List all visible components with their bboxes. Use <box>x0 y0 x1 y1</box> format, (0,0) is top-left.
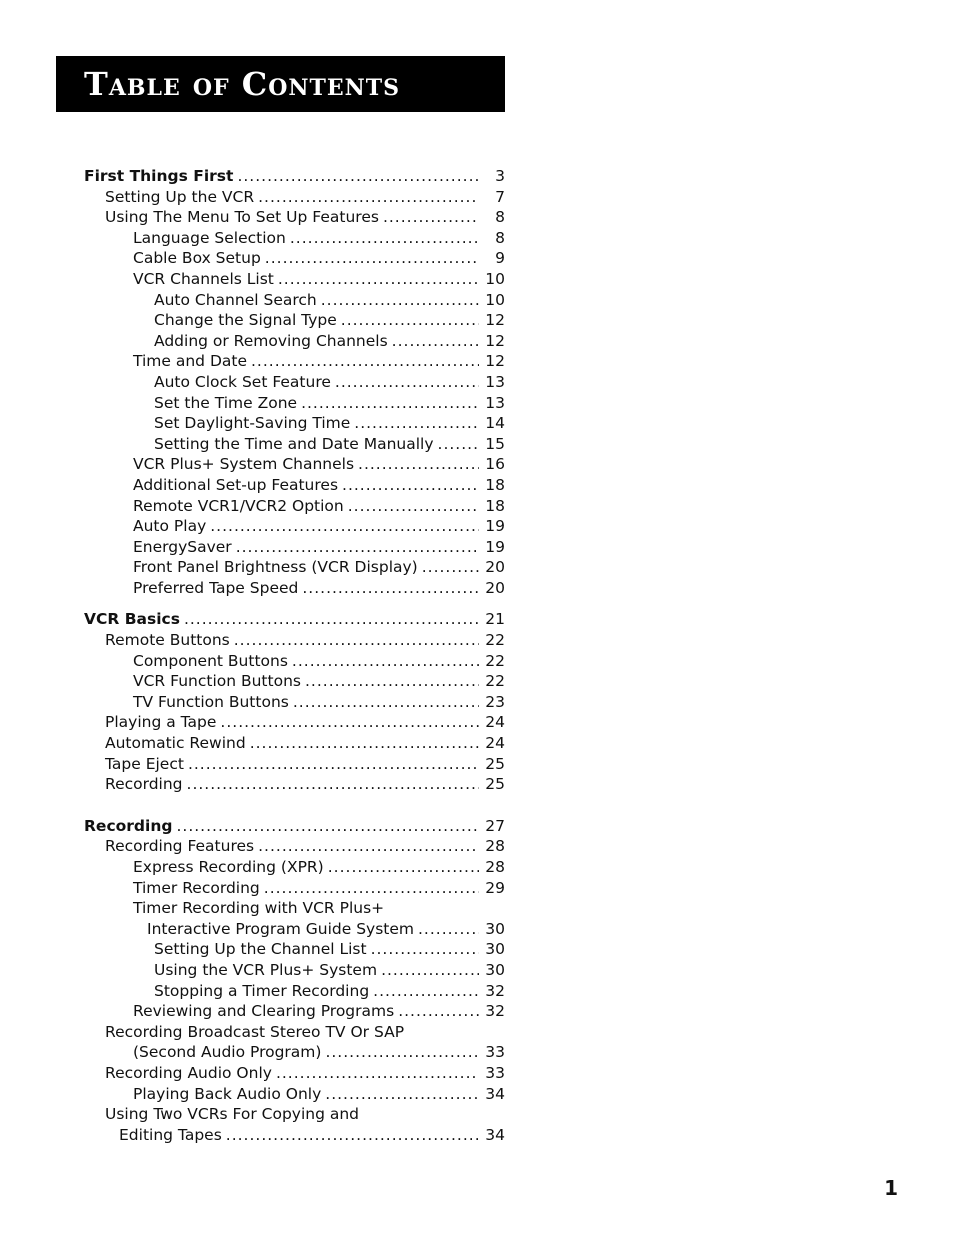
toc-dot-leader <box>328 857 479 878</box>
toc-entry[interactable] <box>84 836 505 857</box>
toc-dot-leader <box>348 496 479 517</box>
toc-entry-label: Playing a Tape <box>105 713 217 732</box>
toc-entry-page: 22 <box>485 672 505 691</box>
toc-entry-label: First Things First <box>84 167 234 185</box>
toc-dot-leader <box>188 754 479 775</box>
toc-entry-label: Timer Recording with VCR Plus+ <box>133 899 385 918</box>
toc-entry[interactable] <box>84 331 505 352</box>
toc-entry-label: Preferred Tape Speed <box>133 578 299 597</box>
toc-dot-leader <box>342 475 479 496</box>
toc-entry-page: 20 <box>485 578 505 597</box>
toc-dot-leader <box>293 692 479 713</box>
toc-entry-label: Recording Audio Only <box>105 1063 272 1082</box>
toc-dot-leader <box>176 816 479 837</box>
toc-entry-label: Using Two VCRs For Copying and <box>105 1105 360 1124</box>
toc-entry[interactable] <box>84 671 505 692</box>
toc-entry-page: 3 <box>495 167 505 185</box>
toc-entry-page: 10 <box>485 269 505 288</box>
toc-entry-label: EnergySaver <box>133 537 232 556</box>
toc-entry[interactable] <box>84 187 505 208</box>
toc-entry-page: 34 <box>485 1084 505 1103</box>
toc-entry-label: Reviewing and Clearing Programs <box>133 1002 395 1021</box>
toc-entry-label: Editing Tapes <box>119 1125 222 1144</box>
toc-dot-leader <box>373 981 479 1002</box>
toc-section-heading[interactable] <box>84 166 505 187</box>
toc-entry[interactable] <box>84 1125 505 1146</box>
toc-dot-leader <box>354 413 479 434</box>
toc-entry-label: Time and Date <box>133 352 247 371</box>
toc-entry-page: 20 <box>485 558 505 577</box>
toc-entry-page: 32 <box>485 981 505 1000</box>
toc-entry-label: (Second Audio Program) <box>133 1043 322 1062</box>
toc-entry[interactable] <box>84 207 505 228</box>
toc-dot-leader <box>418 919 479 940</box>
toc-dot-leader <box>325 1084 479 1105</box>
toc-entry[interactable] <box>84 981 505 1002</box>
toc-entry[interactable] <box>84 630 505 651</box>
toc-dot-leader <box>237 166 479 187</box>
toc-entry-page: 13 <box>485 393 505 412</box>
toc-dot-leader <box>210 516 479 537</box>
toc-entry[interactable] <box>84 1042 505 1063</box>
toc-entry-label: Automatic Rewind <box>105 734 246 753</box>
toc-entry[interactable] <box>84 1063 505 1084</box>
toc-entry[interactable] <box>84 434 505 455</box>
page-number: 1 <box>884 1176 898 1200</box>
toc-entry[interactable] <box>84 516 505 537</box>
toc-entry-label: Playing Back Audio Only <box>133 1084 322 1103</box>
toc-dot-leader <box>302 578 479 599</box>
toc-entry-page: 28 <box>485 858 505 876</box>
toc-entry[interactable] <box>84 372 505 393</box>
toc-dot-leader <box>251 351 479 372</box>
toc-entry-label: VCR Basics <box>84 610 180 629</box>
toc-entry-label: Recording <box>105 775 183 794</box>
toc-dot-leader <box>234 630 479 651</box>
toc-entry[interactable] <box>84 939 505 960</box>
toc-entry-label: Cable Box Setup <box>133 249 261 268</box>
toc-dot-leader <box>236 537 479 558</box>
toc-entry[interactable] <box>84 413 505 434</box>
toc-entry-page: 22 <box>485 631 505 650</box>
toc-section-heading[interactable] <box>84 609 505 630</box>
toc-entry-label: Stopping a Timer Recording <box>154 981 370 1000</box>
toc-entry-page: 33 <box>485 1063 505 1082</box>
table-of-contents <box>84 166 505 1145</box>
toc-entry-page: 15 <box>485 434 505 453</box>
toc-entry-page: 14 <box>485 414 505 433</box>
toc-entry-page: 7 <box>495 187 505 206</box>
toc-entry-label: Set the Time Zone <box>154 393 298 412</box>
toc-entry-label: Interactive Program Guide System <box>147 919 414 938</box>
toc-dot-leader <box>290 228 479 249</box>
toc-entry[interactable] <box>84 557 505 578</box>
toc-dot-leader <box>398 1001 479 1022</box>
toc-dot-leader <box>258 836 479 857</box>
toc-dot-leader <box>276 1063 479 1084</box>
toc-entry-label: Remote VCR1/VCR2 Option <box>133 496 344 515</box>
toc-entry-label: TV Function Buttons <box>133 692 289 711</box>
toc-entry-label: Recording Broadcast Stereo TV Or SAP <box>105 1022 405 1041</box>
toc-dot-leader <box>422 557 479 578</box>
toc-entry-label: Remote Buttons <box>105 631 230 650</box>
toc-entry-page: 19 <box>485 537 505 556</box>
toc-entry[interactable] <box>84 857 505 878</box>
toc-entry-page: 19 <box>485 517 505 536</box>
toc-entry[interactable] <box>84 290 505 311</box>
toc-entry[interactable] <box>84 774 505 795</box>
toc-entry-page: 10 <box>485 290 505 309</box>
toc-dot-leader <box>258 187 479 208</box>
toc-entry-page: 12 <box>485 352 505 371</box>
toc-dot-leader <box>325 1042 479 1063</box>
toc-dot-leader <box>358 454 479 475</box>
toc-entry-label: Setting Up the Channel List <box>154 940 367 959</box>
toc-dot-leader <box>371 939 479 960</box>
toc-entry-label: VCR Function Buttons <box>133 672 301 691</box>
toc-entry-page: 16 <box>485 455 505 474</box>
toc-entry[interactable] <box>84 754 505 775</box>
toc-entry[interactable] <box>84 1001 505 1022</box>
toc-dot-leader <box>220 712 479 733</box>
toc-entry[interactable] <box>84 537 505 558</box>
toc-entry[interactable] <box>84 1104 505 1125</box>
toc-dot-leader <box>381 960 479 981</box>
toc-entry[interactable] <box>84 712 505 733</box>
toc-entry-label: Component Buttons <box>133 651 288 670</box>
toc-dot-leader <box>278 269 479 290</box>
toc-entry-page: 32 <box>485 1002 505 1021</box>
toc-entry-label: Using the VCR Plus+ System <box>154 960 378 979</box>
toc-dot-leader <box>250 733 479 754</box>
toc-entry-label: Timer Recording <box>133 878 260 897</box>
toc-entry-page: 24 <box>485 713 505 732</box>
toc-dot-leader <box>301 393 479 414</box>
toc-section-gap <box>84 795 505 816</box>
toc-dot-leader <box>321 290 479 311</box>
toc-entry[interactable] <box>84 960 505 981</box>
toc-dot-leader <box>187 774 479 795</box>
toc-entry[interactable] <box>84 475 505 496</box>
toc-entry-page: 25 <box>485 754 505 773</box>
toc-entry-page: 21 <box>485 610 505 629</box>
toc-entry-page: 27 <box>485 816 505 835</box>
toc-entry-page: 8 <box>495 228 505 247</box>
toc-entry[interactable] <box>84 578 505 599</box>
toc-entry[interactable] <box>84 919 505 940</box>
toc-dot-leader <box>292 651 479 672</box>
toc-entry-page: 29 <box>485 878 505 897</box>
toc-dot-leader <box>341 310 479 331</box>
title-banner <box>56 56 505 112</box>
toc-entry-page: 22 <box>485 651 505 670</box>
toc-entry-page: 30 <box>485 919 505 938</box>
toc-entry[interactable] <box>84 733 505 754</box>
toc-entry-label: Set Daylight-Saving Time <box>154 414 351 433</box>
toc-entry[interactable] <box>84 1022 505 1043</box>
toc-entry-page: 23 <box>485 692 505 711</box>
toc-entry-page: 18 <box>485 475 505 494</box>
toc-entry-page: 34 <box>485 1125 505 1144</box>
toc-entry[interactable] <box>84 228 505 249</box>
toc-dot-leader <box>383 207 479 228</box>
toc-entry-page: 12 <box>485 331 505 350</box>
toc-entry-page: 25 <box>485 775 505 794</box>
toc-entry[interactable] <box>84 651 505 672</box>
toc-entry-page: 12 <box>485 311 505 330</box>
toc-entry-page: 33 <box>485 1043 505 1062</box>
toc-entry-label: Express Recording (XPR) <box>133 858 324 876</box>
page-title: Table of Contents <box>84 65 401 103</box>
toc-dot-leader <box>305 671 479 692</box>
toc-entry[interactable] <box>84 454 505 475</box>
toc-entry-label: Additional Set-up Features <box>133 475 339 494</box>
toc-dot-leader <box>264 878 479 899</box>
toc-dot-leader <box>226 1125 479 1146</box>
toc-entry[interactable] <box>84 898 505 919</box>
toc-dot-leader <box>438 434 479 455</box>
toc-dot-leader <box>265 248 479 269</box>
toc-entry-page: 8 <box>495 208 505 227</box>
toc-section-heading[interactable] <box>84 816 505 837</box>
toc-dot-leader <box>335 372 479 393</box>
toc-entry-label: Recording <box>84 816 173 835</box>
toc-entry-label: Setting the Time and Date Manually <box>154 434 434 453</box>
toc-entry-page: 13 <box>485 372 505 391</box>
toc-entry-page: 30 <box>485 940 505 959</box>
toc-entry-label: Using The Menu To Set Up Features <box>105 208 379 227</box>
toc-entry-page: 30 <box>485 960 505 979</box>
toc-entry-label: Change the Signal Type <box>154 311 337 330</box>
toc-entry[interactable] <box>84 310 505 331</box>
toc-entry-label: Auto Clock Set Feature <box>154 372 331 391</box>
toc-entry[interactable] <box>84 496 505 517</box>
toc-entry-label: VCR Plus+ System Channels <box>133 455 355 474</box>
toc-entry-label: Setting Up the VCR <box>105 187 255 206</box>
toc-entry[interactable] <box>84 692 505 713</box>
toc-entry-label: Recording Features <box>105 837 255 856</box>
toc-entry-label: Language Selection <box>133 228 286 247</box>
toc-section-gap <box>84 598 505 609</box>
toc-entry[interactable] <box>84 351 505 372</box>
toc-entry[interactable] <box>84 269 505 290</box>
toc-entry-label: Auto Channel Search <box>154 290 317 309</box>
toc-entry-label: Front Panel Brightness (VCR Display) <box>133 558 418 577</box>
toc-entry-page: 9 <box>495 249 505 268</box>
toc-entry[interactable] <box>84 878 505 899</box>
toc-entry-page: 24 <box>485 734 505 753</box>
toc-entry[interactable] <box>84 393 505 414</box>
toc-entry-page: 18 <box>485 496 505 515</box>
toc-entry-label: Adding or Removing Channels <box>154 331 388 350</box>
toc-entry-label: Tape Eject <box>105 754 184 773</box>
toc-entry[interactable] <box>84 248 505 269</box>
toc-entry[interactable] <box>84 1084 505 1105</box>
toc-dot-leader <box>392 331 479 352</box>
toc-entry-page: 28 <box>485 837 505 856</box>
toc-entry-label: VCR Channels List <box>133 269 274 288</box>
toc-entry-label: Auto Play <box>133 517 207 536</box>
toc-dot-leader <box>184 609 479 630</box>
